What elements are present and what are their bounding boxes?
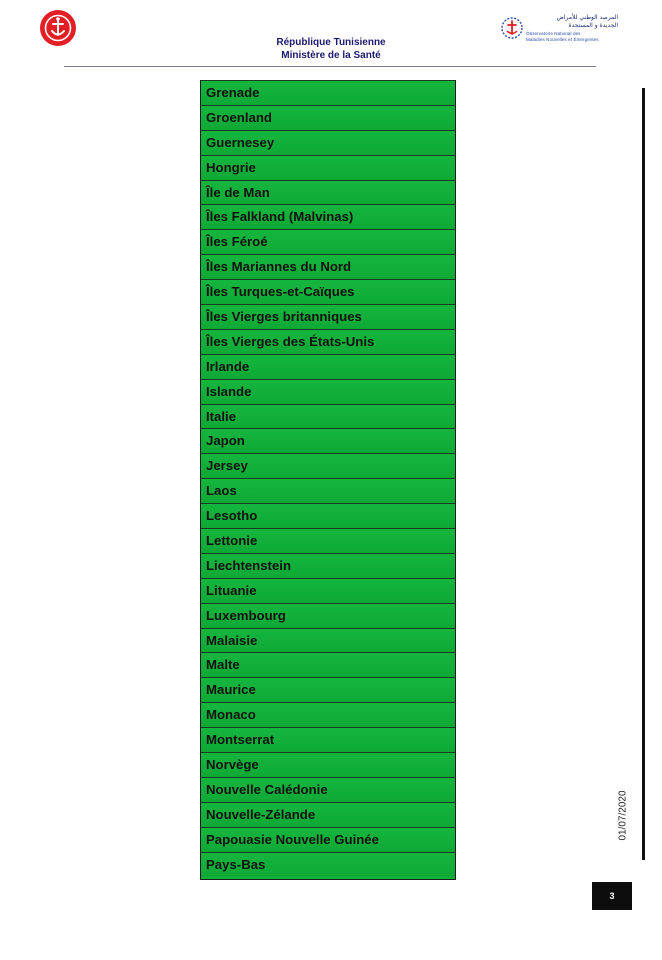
table-row: Islande (201, 379, 455, 404)
table-row: Îles Vierges des États-Unis (201, 329, 455, 354)
document-date-text: 01/07/2020 (617, 790, 629, 841)
table-row: Îles Turques-et-Caïques (201, 279, 455, 304)
header-divider (64, 66, 596, 67)
table-row: Laos (201, 478, 455, 503)
table-row: Malte (201, 652, 455, 677)
table-row: Îles Vierges britanniques (201, 304, 455, 329)
table-row: Îles Falkland (Malvinas) (201, 204, 455, 229)
table-row: Îles Féroé (201, 229, 455, 254)
table-row: Maurice (201, 677, 455, 702)
table-row: Îles Mariannes du Nord (201, 254, 455, 279)
table-row: Japon (201, 428, 455, 453)
table-row: Hongrie (201, 155, 455, 180)
table-row: Groenland (201, 105, 455, 130)
observatory-logo (500, 14, 622, 50)
side-rule (642, 88, 645, 860)
table-row: Monaco (201, 702, 455, 727)
table-row: Jersey (201, 453, 455, 478)
table-row: Nouvelle-Zélande (201, 802, 455, 827)
observatory-arabic-line1: المرصد الوطني للأمراض (556, 14, 618, 21)
table-row: Montserrat (201, 727, 455, 752)
table-row: Lettonie (201, 528, 455, 553)
table-row: Italie (201, 404, 455, 429)
table-row: Norvège (201, 752, 455, 777)
table-row: Malaisie (201, 628, 455, 653)
country-table (200, 80, 456, 880)
header-title-line1: République Tunisienne (276, 37, 386, 48)
table-row: Papouasie Nouvelle Guinée (201, 827, 455, 852)
table-row: Lesotho (201, 503, 455, 528)
table-row: Lituanie (201, 578, 455, 603)
header-title-line2: Ministère de la Santé (281, 50, 381, 61)
table-row: Pays-Bas (201, 852, 455, 877)
table-row: Nouvelle Calédonie (201, 777, 455, 802)
table-row: Liechtenstein (201, 553, 455, 578)
table-row: Île de Man (201, 180, 455, 205)
observatory-emblem-icon (500, 16, 524, 40)
table-row: Irlande (201, 354, 455, 379)
observatory-arabic-line2: الجديدة و المستجدة (568, 22, 618, 29)
page-number: 3 (592, 882, 632, 910)
table-row: Luxembourg (201, 603, 455, 628)
observatory-latin-line2: Maladies Nouvelles et Émergentes (526, 36, 599, 42)
table-row: Grenade (201, 80, 455, 105)
table-row: Guernesey (201, 130, 455, 155)
observatory-latin-line1: Observatoire National des (526, 31, 581, 36)
